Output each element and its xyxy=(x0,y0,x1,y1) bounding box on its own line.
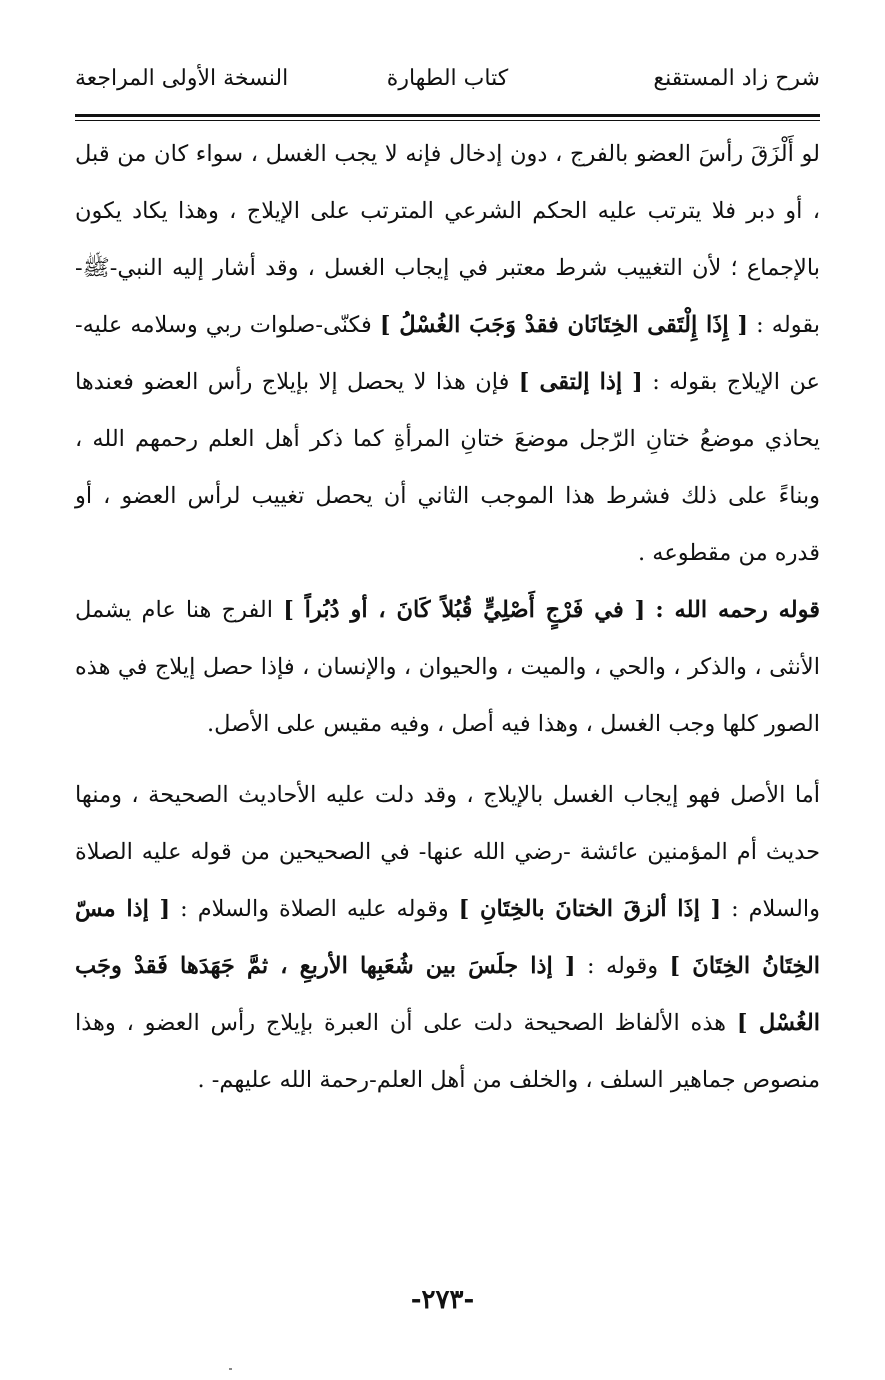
paragraph xyxy=(75,767,820,1109)
scan-speck xyxy=(229,1368,232,1370)
paragraph xyxy=(75,126,820,582)
header-rule-thick xyxy=(75,114,820,117)
text-segment: فإن هذا لا يحصل إلا بإيلاج رأس العضو فعندها يحاذي موضعُ ختانِ الرّجل موضعَ ختانِ المرأةِ كما ذكر أهل العلم رحمهم الله ، وبناءً على ذلك فشرط هذا الموجب الثاني أن يحصل تغييب لرأس العضو ، أو قدره من مقطوعه . xyxy=(75,369,820,566)
text-segment: الفرج هنا عام يشمل الأنثى ، والذكر ، والحي ، والميت ، والحيوان ، والإنسان ، فإذا حصل إيلاج في هذه الصور كلها وجب الغسل ، وهذا فيه أصل ، وفيه مقيس على الأصل. xyxy=(75,597,820,737)
text-segment: فكنّى-صلوات ربي وسلامه عليه- عن الإيلاج بقوله : xyxy=(75,312,820,395)
page-number: -٢٧٣- xyxy=(410,1285,475,1315)
text-segment: وقوله : xyxy=(586,953,659,979)
header-book-title: شرح زاد المستقنع xyxy=(653,66,820,91)
header-edition-note: النسخة الأولى المراجعة xyxy=(75,66,289,91)
page-header xyxy=(75,58,820,98)
hadith-quote: [ إذَا ألزقَ الختانَ بالخِتَانِ ] xyxy=(458,896,722,922)
body-text xyxy=(75,126,820,1109)
text-segment: لو أَلْزَقَ رأسَ العضو بالفرج ، دون إدخال فإنه لا يجب الغسل ، سواء كان من قبل ، أو دبر فلا يترتب عليه الحكم الشرعي المترتب على الإيلاج ، وهذا يكاد يكون بالإجماع ؛ لأن التغييب شرط معتبر في إيجاب الغسل ، وقد أشار إليه النبي-ﷺ- بقوله : xyxy=(75,141,820,338)
hadith-quote: [ إِذَا إِلْتَقى الخِتَانَان فقدْ وَجَبَ الغُسْلُ ] xyxy=(379,312,749,338)
header-chapter-title: كتاب الطهارة xyxy=(386,66,509,91)
paragraph xyxy=(75,582,820,753)
hadith-quote: [ إذا مسّ الخِتَانُ الخِتَانَ ] xyxy=(75,896,821,979)
header-rule-thin xyxy=(75,120,820,121)
matn-quote: [ في فَرْجٍ أَصْلِيٍّ قُبُلاً كَانَ ، أو دُبُراً ] xyxy=(283,597,646,623)
matn-intro: قوله رحمه الله : xyxy=(655,597,820,623)
hadith-quote: [ إذا جلَسَ بين شُعَبِها الأربعِ ، ثمَّ جَهَدَها فَقدْ وجَب الغُسْل ] xyxy=(75,953,820,1036)
text-segment: أما الأصل فهو إيجاب الغسل بالإيلاج ، وقد دلت عليه الأحاديث الصحيحة ، ومنها حديث أم المؤمنين عائشة -رضي الله عنها- في الصحيحين من قوله عليه الصلاة والسلام : xyxy=(75,782,821,922)
text-segment: هذه الألفاظ الصحيحة دلت على أن العبرة بإيلاج رأس العضو ، وهذا منصوص جماهير السلف ، والخلف من أهل العلم-رحمة الله عليهم- . xyxy=(75,1010,820,1093)
text-segment: وقوله عليه الصلاة والسلام : xyxy=(180,896,449,922)
hadith-quote: [ إذا إلتقى ] xyxy=(518,369,643,395)
